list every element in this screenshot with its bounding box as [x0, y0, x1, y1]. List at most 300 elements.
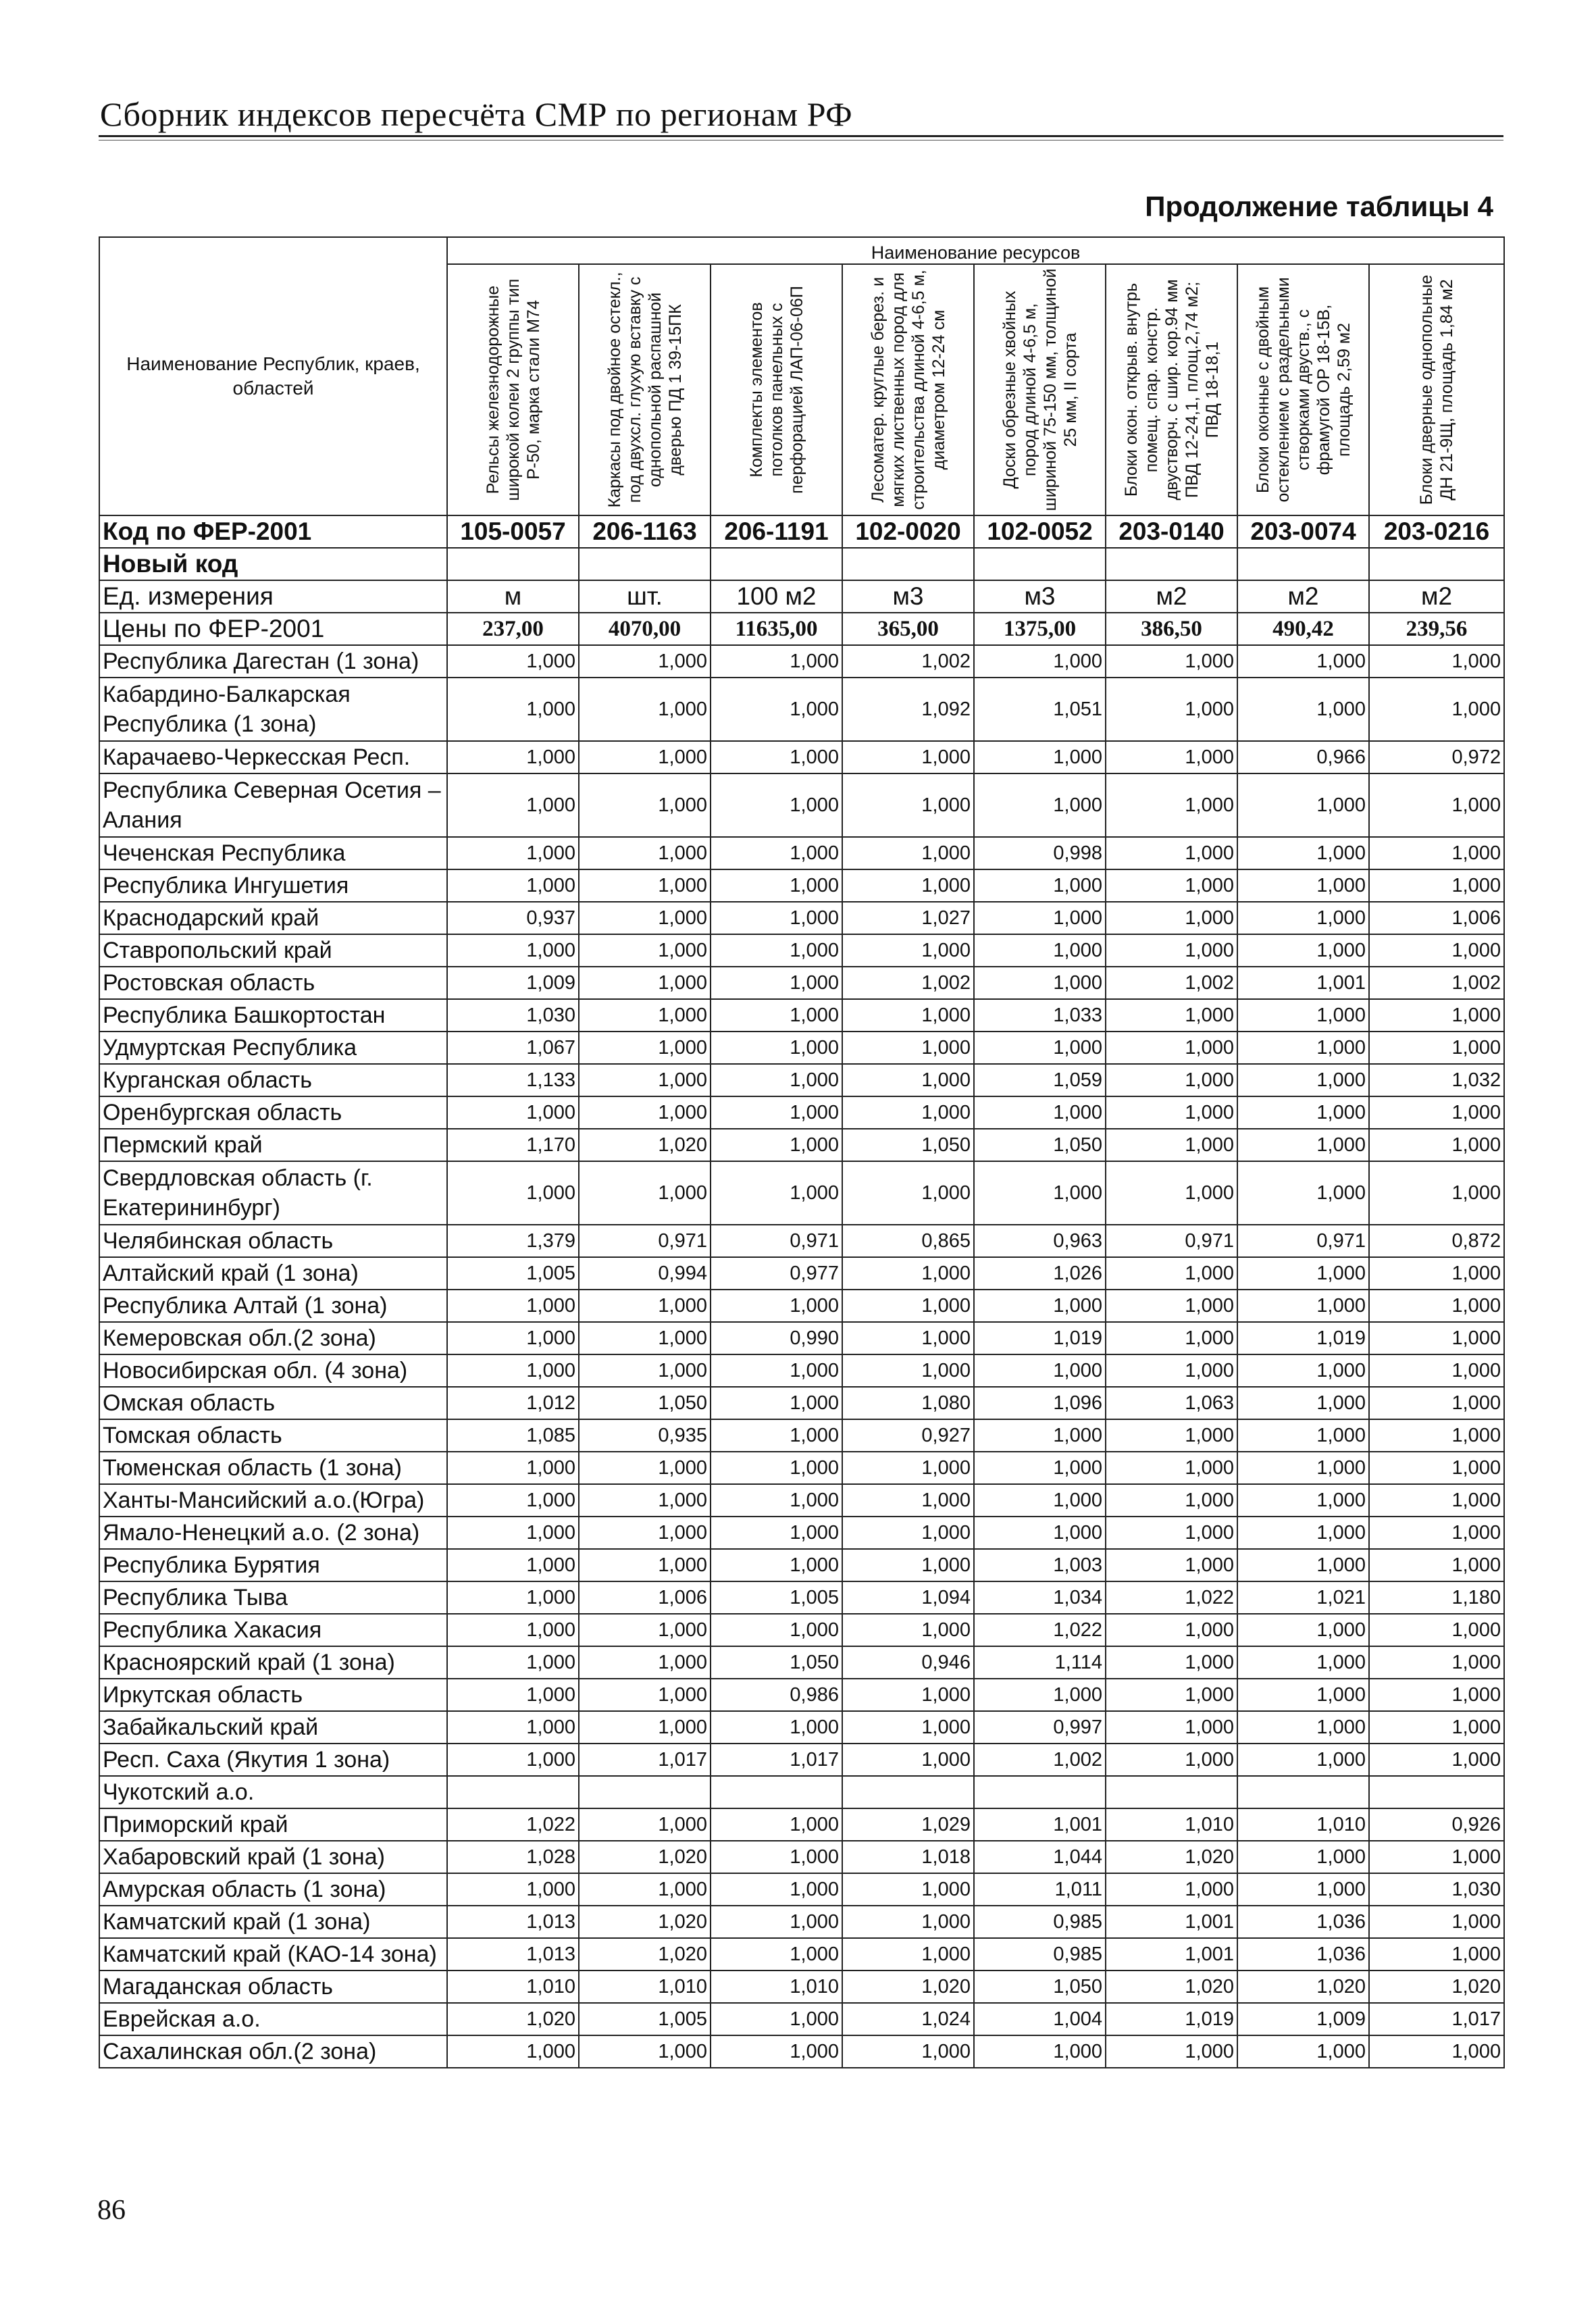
- table-row: [99, 1257, 1504, 1290]
- code-row: [99, 515, 1504, 548]
- index-value: 1,000: [842, 1906, 974, 1938]
- index-value: 1,000: [842, 1938, 974, 1971]
- index-value: 1,020: [1106, 1971, 1237, 2003]
- table-row: [99, 645, 1504, 678]
- region-name: Томская область: [99, 1419, 447, 1452]
- table-row: [99, 1808, 1504, 1841]
- resource-header-text: Блоки дверные однопольные ДН 21-9Щ, площадь 1,84 м2: [1417, 274, 1457, 505]
- index-value: 1,000: [579, 1679, 711, 1711]
- index-value: 1,000: [1237, 1614, 1369, 1646]
- index-value: 1,002: [842, 967, 974, 999]
- price-value: 1375,00: [974, 613, 1106, 645]
- table-row: [99, 1517, 1504, 1549]
- unit-label: Ед. измерения: [99, 580, 447, 613]
- table-row: [99, 1938, 1504, 1971]
- index-value: 0,985: [974, 1938, 1106, 1971]
- index-value: [447, 1776, 579, 1808]
- table-row: [99, 2003, 1504, 2035]
- index-value: 1,000: [1237, 1387, 1369, 1419]
- index-value: 1,006: [1369, 902, 1504, 934]
- index-value: 1,000: [974, 1032, 1106, 1064]
- index-value: 1,000: [974, 1452, 1106, 1484]
- index-value: 1,000: [974, 869, 1106, 902]
- region-name: Кемеровская обл.(2 зона): [99, 1322, 447, 1354]
- index-value: 1,000: [579, 1614, 711, 1646]
- index-value: 1,000: [1106, 1354, 1237, 1387]
- index-value: 1,000: [447, 1581, 579, 1614]
- index-value: 1,000: [579, 1354, 711, 1387]
- resource-header-text: Доски обрезные хвойных пород длиной 4-6,5 м, шириной 75-150 мм, толщиной 25 мм, II сорта: [1000, 268, 1080, 511]
- table-row: [99, 1614, 1504, 1646]
- table-row: [99, 869, 1504, 902]
- region-name: Алтайский край (1 зона): [99, 1257, 447, 1290]
- index-value: 1,003: [974, 1549, 1106, 1581]
- index-value: 1,000: [711, 1841, 842, 1873]
- index-value: 1,067: [447, 1032, 579, 1064]
- index-value: 1,002: [974, 1744, 1106, 1776]
- index-value: 1,000: [579, 1096, 711, 1129]
- index-value: 1,000: [447, 1354, 579, 1387]
- index-value: 1,000: [1237, 645, 1369, 678]
- index-value: 1,000: [579, 902, 711, 934]
- index-value: 1,000: [711, 1808, 842, 1841]
- code-value: 102-0020: [842, 515, 974, 548]
- index-value: 1,000: [1237, 902, 1369, 934]
- index-value: 1,001: [974, 1808, 1106, 1841]
- index-value: 1,005: [447, 1257, 579, 1290]
- index-value: 0,971: [1237, 1225, 1369, 1257]
- index-value: 1,000: [1106, 1873, 1237, 1906]
- index-value: 1,005: [579, 2003, 711, 2035]
- table-row: [99, 934, 1504, 967]
- index-value: 1,036: [1237, 1938, 1369, 1971]
- index-value: 0,937: [447, 902, 579, 934]
- index-value: 1,034: [974, 1581, 1106, 1614]
- region-name: Тюменская область (1 зона): [99, 1452, 447, 1484]
- index-value: 1,000: [711, 1906, 842, 1938]
- index-value: 1,000: [1106, 1484, 1237, 1517]
- index-value: 1,000: [447, 1096, 579, 1129]
- table-row: [99, 1484, 1504, 1517]
- region-name: Ханты-Мансийский а.о.(Югра): [99, 1484, 447, 1517]
- table-row: [99, 1646, 1504, 1679]
- index-value: 1,010: [1106, 1808, 1237, 1841]
- index-value: 1,000: [974, 1679, 1106, 1711]
- index-value: 0,927: [842, 1419, 974, 1452]
- index-value: 1,000: [711, 773, 842, 837]
- index-value: 1,020: [1237, 1971, 1369, 2003]
- index-value: 1,000: [447, 837, 579, 869]
- index-value: 1,000: [842, 1679, 974, 1711]
- index-value: 1,000: [1369, 1906, 1504, 1938]
- index-value: 1,000: [1106, 869, 1237, 902]
- index-value: 1,000: [1369, 1354, 1504, 1387]
- region-name: Респ. Саха (Якутия 1 зона): [99, 1744, 447, 1776]
- code-label: Код по ФЕР-2001: [99, 515, 447, 548]
- index-value: 1,000: [711, 1290, 842, 1322]
- table-row: [99, 1290, 1504, 1322]
- table-row: [99, 2035, 1504, 2068]
- index-value: 1,000: [1106, 1161, 1237, 1225]
- index-value: 1,033: [974, 999, 1106, 1032]
- region-name: Ставропольский край: [99, 934, 447, 967]
- index-value: 1,000: [1369, 1452, 1504, 1484]
- index-value: 1,036: [1237, 1906, 1369, 1938]
- index-value: 1,000: [447, 1452, 579, 1484]
- index-value: 1,005: [711, 1581, 842, 1614]
- index-value: 1,000: [447, 1549, 579, 1581]
- index-value: 1,010: [711, 1971, 842, 2003]
- index-value: 1,019: [974, 1322, 1106, 1354]
- index-value: 1,000: [1237, 1549, 1369, 1581]
- index-value: 1,000: [1237, 1064, 1369, 1096]
- index-value: 1,000: [447, 869, 579, 902]
- index-value: 1,013: [447, 1906, 579, 1938]
- index-value: 1,000: [1237, 678, 1369, 741]
- index-value: 1,000: [1106, 1064, 1237, 1096]
- region-name: Чеченская Республика: [99, 837, 447, 869]
- index-value: 1,000: [1237, 1032, 1369, 1064]
- index-value: 1,018: [842, 1841, 974, 1873]
- resource-header-text: Лесоматер. круглые берез. и мягких лиственных пород для строительства длиной 4-6,5 м, диаметром 12-24 см: [868, 270, 948, 510]
- index-value: 1,000: [1237, 1161, 1369, 1225]
- table-row: [99, 999, 1504, 1032]
- index-value: 1,000: [711, 645, 842, 678]
- index-value: 1,050: [974, 1971, 1106, 2003]
- index-value: 1,000: [447, 1679, 579, 1711]
- index-value: 1,029: [842, 1808, 974, 1841]
- resource-header-cell: [1369, 264, 1504, 515]
- index-value: 1,000: [1106, 1322, 1237, 1354]
- region-name: Чукотский а.о.: [99, 1776, 447, 1808]
- index-value: 1,000: [974, 741, 1106, 773]
- index-value: 1,000: [974, 934, 1106, 967]
- index-value: 1,000: [711, 1064, 842, 1096]
- index-value: 1,000: [842, 1711, 974, 1744]
- index-value: 1,000: [1237, 1744, 1369, 1776]
- index-value: 1,044: [974, 1841, 1106, 1873]
- index-value: 1,000: [447, 1290, 579, 1322]
- index-value: 1,000: [1369, 678, 1504, 741]
- page-number: 86: [97, 2195, 126, 2226]
- region-name: Забайкальский край: [99, 1711, 447, 1744]
- index-value: 1,000: [974, 1517, 1106, 1549]
- region-name: Ростовская область: [99, 967, 447, 999]
- index-value: 1,000: [1237, 1290, 1369, 1322]
- index-value: 1,019: [1237, 1322, 1369, 1354]
- index-value: 1,000: [711, 1711, 842, 1744]
- index-value: 1,000: [1237, 1354, 1369, 1387]
- resource-header-text: Блоки окон. открыв. внутрь помещ. спар. констр. двустворч. с шир. кор.94 мм ПВД 12-24,1, площ.2,74 м2; ПВД 18-18,1: [1121, 279, 1222, 501]
- index-value: 1,000: [1369, 1938, 1504, 1971]
- index-value: 1,000: [447, 741, 579, 773]
- new-code-value: [579, 548, 711, 580]
- table-row: [99, 1129, 1504, 1161]
- unit-value: м3: [842, 580, 974, 613]
- index-value: 1,000: [711, 837, 842, 869]
- index-value: 1,000: [1369, 1711, 1504, 1744]
- index-value: 1,000: [711, 999, 842, 1032]
- new-code-value: [1106, 548, 1237, 580]
- index-value: 1,022: [447, 1808, 579, 1841]
- index-value: 1,000: [579, 741, 711, 773]
- index-value: 1,000: [1106, 1452, 1237, 1484]
- index-value: 1,022: [974, 1614, 1106, 1646]
- index-value: 1,000: [447, 1646, 579, 1679]
- index-value: 1,000: [1237, 837, 1369, 869]
- index-value: 1,000: [1237, 1484, 1369, 1517]
- unit-value: м: [447, 580, 579, 613]
- index-value: 1,000: [447, 1614, 579, 1646]
- index-value: 1,000: [974, 1354, 1106, 1387]
- index-value: 1,000: [1237, 1646, 1369, 1679]
- index-value: 1,000: [1106, 1744, 1237, 1776]
- index-value: 1,002: [842, 645, 974, 678]
- price-value: 11635,00: [711, 613, 842, 645]
- index-value: [974, 1776, 1106, 1808]
- region-name: Оренбургская область: [99, 1096, 447, 1129]
- index-value: 1,000: [579, 1549, 711, 1581]
- table-row: [99, 1549, 1504, 1581]
- region-name: Республика Башкортостан: [99, 999, 447, 1032]
- price-label: Цены по ФЕР-2001: [99, 613, 447, 645]
- region-name: Республика Бурятия: [99, 1549, 447, 1581]
- code-value: 206-1163: [579, 515, 711, 548]
- index-value: 1,017: [711, 1744, 842, 1776]
- index-value: 1,094: [842, 1581, 974, 1614]
- index-value: 1,011: [974, 1873, 1106, 1906]
- index-value: 1,114: [974, 1646, 1106, 1679]
- index-value: 1,021: [1237, 1581, 1369, 1614]
- index-value: [1106, 1776, 1237, 1808]
- region-name: Свердловская область (г. Екатерининбург): [99, 1161, 447, 1225]
- table-row: [99, 1161, 1504, 1225]
- index-value: 1,002: [1369, 967, 1504, 999]
- index-value: 1,000: [842, 934, 974, 967]
- index-value: 1,000: [579, 934, 711, 967]
- region-name: Краснодарский край: [99, 902, 447, 934]
- index-value: 1,000: [579, 1484, 711, 1517]
- index-value: 0,963: [974, 1225, 1106, 1257]
- index-value: 1,020: [447, 2003, 579, 2035]
- index-value: 1,000: [1237, 1841, 1369, 1873]
- index-value: 1,000: [842, 1744, 974, 1776]
- resource-header-cell: [974, 264, 1106, 515]
- region-name: Сахалинская обл.(2 зона): [99, 2035, 447, 2068]
- region-name: Новосибирская обл. (4 зона): [99, 1354, 447, 1387]
- index-value: 1,080: [842, 1387, 974, 1419]
- index-value: 1,000: [1106, 1646, 1237, 1679]
- new-code-label: Новый код: [99, 548, 447, 580]
- index-value: 1,000: [447, 773, 579, 837]
- price-value: 239,56: [1369, 613, 1504, 645]
- index-value: 1,000: [579, 1873, 711, 1906]
- index-value: 0,946: [842, 1646, 974, 1679]
- index-value: 1,000: [1106, 1032, 1237, 1064]
- table-continuation-title: Продолжение таблицы 4: [1145, 190, 1493, 222]
- region-name: Пермский край: [99, 1129, 447, 1161]
- index-value: 1,013: [447, 1938, 579, 1971]
- index-value: 1,027: [842, 902, 974, 934]
- index-value: 1,000: [842, 773, 974, 837]
- index-value: 1,000: [1369, 1322, 1504, 1354]
- index-value: 1,000: [1369, 1129, 1504, 1161]
- index-value: 1,001: [1106, 1906, 1237, 1938]
- table-row: [99, 1711, 1504, 1744]
- new-code-value: [711, 548, 842, 580]
- code-value: 203-0140: [1106, 515, 1237, 548]
- table-row: [99, 1419, 1504, 1452]
- table-row: [99, 773, 1504, 837]
- table-row: [99, 837, 1504, 869]
- index-value: 1,000: [842, 1290, 974, 1322]
- index-value: 1,000: [579, 1322, 711, 1354]
- index-value: 1,063: [1106, 1387, 1237, 1419]
- unit-value: 100 м2: [711, 580, 842, 613]
- index-value: 1,000: [1106, 999, 1237, 1032]
- index-value: 1,000: [1369, 2035, 1504, 2068]
- index-value: 1,000: [1106, 1290, 1237, 1322]
- index-value: 1,004: [974, 2003, 1106, 2035]
- index-value: 0,935: [579, 1419, 711, 1452]
- new-code-value: [974, 548, 1106, 580]
- region-name: Республика Ингушетия: [99, 869, 447, 902]
- price-value: 237,00: [447, 613, 579, 645]
- index-value: 1,000: [974, 1290, 1106, 1322]
- index-value: 1,000: [711, 967, 842, 999]
- index-value: 1,000: [842, 1161, 974, 1225]
- index-value: 1,000: [447, 1873, 579, 1906]
- index-value: 1,000: [842, 1484, 974, 1517]
- index-value: 1,000: [1106, 1419, 1237, 1452]
- index-value: 0,971: [711, 1225, 842, 1257]
- region-name: Камчатский край (1 зона): [99, 1906, 447, 1938]
- index-value: 0,994: [579, 1257, 711, 1290]
- index-value: 1,000: [1237, 1257, 1369, 1290]
- table-row: [99, 1225, 1504, 1257]
- table-row: [99, 902, 1504, 934]
- index-value: 1,022: [1106, 1581, 1237, 1614]
- region-name: Еврейская а.о.: [99, 2003, 447, 2035]
- index-value: 1,096: [974, 1387, 1106, 1419]
- index-value: 1,000: [1237, 1517, 1369, 1549]
- index-value: 1,000: [579, 773, 711, 837]
- index-value: 0,865: [842, 1225, 974, 1257]
- index-value: 0,985: [974, 1906, 1106, 1938]
- index-value: 1,000: [1237, 869, 1369, 902]
- region-name: Удмуртская Республика: [99, 1032, 447, 1064]
- new-code-value: [842, 548, 974, 580]
- index-value: 1,020: [842, 1971, 974, 2003]
- table-row: [99, 1452, 1504, 1484]
- unit-value: м2: [1369, 580, 1504, 613]
- table-row: [99, 1971, 1504, 2003]
- header-rule: [99, 135, 1503, 137]
- index-value: 1,000: [1369, 1484, 1504, 1517]
- index-value: 1,000: [1369, 837, 1504, 869]
- index-value: 1,000: [1106, 2035, 1237, 2068]
- index-value: 0,926: [1369, 1808, 1504, 1841]
- index-value: 1,000: [711, 934, 842, 967]
- index-value: 1,000: [711, 1129, 842, 1161]
- index-value: 1,000: [974, 773, 1106, 837]
- index-value: 1,000: [711, 1938, 842, 1971]
- resource-header-text: Блоки оконные с двойным остеклением с раздельными створками двуств., с фрамугой ОР 18-15В, площадь 2,59 м2: [1253, 277, 1354, 503]
- region-name: Республика Хакасия: [99, 1614, 447, 1646]
- index-value: 1,020: [579, 1841, 711, 1873]
- index-value: 0,977: [711, 1257, 842, 1290]
- index-value: [842, 1776, 974, 1808]
- index-value: 1,000: [1237, 1711, 1369, 1744]
- index-value: 1,000: [842, 1517, 974, 1549]
- index-value: 1,000: [579, 1032, 711, 1064]
- index-value: 1,000: [974, 1484, 1106, 1517]
- index-value: 1,000: [842, 1064, 974, 1096]
- resource-header-cell: [711, 264, 842, 515]
- index-value: 1,000: [1106, 837, 1237, 869]
- index-value: 1,000: [974, 1096, 1106, 1129]
- unit-value: м2: [1237, 580, 1369, 613]
- regional-index-table: [99, 236, 1505, 2068]
- index-value: 1,000: [842, 1549, 974, 1581]
- index-value: 1,000: [842, 999, 974, 1032]
- index-value: 1,000: [1369, 1744, 1504, 1776]
- index-value: 1,000: [842, 1873, 974, 1906]
- index-value: 1,028: [447, 1841, 579, 1873]
- table-row: [99, 1679, 1504, 1711]
- price-row: [99, 613, 1504, 645]
- resource-header-text: Рельсы железнодорожные широкой колеи 2 группы тип Р-50, марка стали М74: [483, 278, 543, 501]
- table-row: [99, 1064, 1504, 1096]
- price-value: 365,00: [842, 613, 974, 645]
- index-value: 1,000: [579, 1452, 711, 1484]
- index-value: 1,000: [1106, 934, 1237, 967]
- index-value: 1,000: [974, 902, 1106, 934]
- region-name: Иркутская область: [99, 1679, 447, 1711]
- index-value: 1,009: [447, 967, 579, 999]
- index-value: 1,133: [447, 1064, 579, 1096]
- index-value: 1,000: [1106, 645, 1237, 678]
- index-value: 1,000: [447, 1744, 579, 1776]
- index-value: 1,000: [711, 1419, 842, 1452]
- index-value: 1,000: [447, 2035, 579, 2068]
- index-value: 1,000: [711, 1549, 842, 1581]
- index-value: 1,017: [1369, 2003, 1504, 2035]
- region-name: Приморский край: [99, 1808, 447, 1841]
- index-value: 1,000: [842, 2035, 974, 2068]
- index-value: 1,000: [1369, 999, 1504, 1032]
- index-value: 0,971: [579, 1225, 711, 1257]
- index-value: 1,000: [579, 1646, 711, 1679]
- unit-value: шт.: [579, 580, 711, 613]
- index-value: [711, 1776, 842, 1808]
- index-value: 1,000: [1369, 773, 1504, 837]
- new-code-value: [447, 548, 579, 580]
- index-value: 1,000: [711, 1517, 842, 1549]
- index-value: 1,000: [1237, 1679, 1369, 1711]
- new-code-value: [1369, 548, 1504, 580]
- index-value: 1,000: [1369, 1161, 1504, 1225]
- index-value: 1,020: [579, 1938, 711, 1971]
- table-row: [99, 1841, 1504, 1873]
- index-value: 1,000: [711, 1484, 842, 1517]
- resource-header-cell: [1106, 264, 1237, 515]
- index-value: 1,000: [1369, 1419, 1504, 1452]
- index-value: 1,020: [1106, 1841, 1237, 1873]
- index-value: 1,000: [842, 1614, 974, 1646]
- index-value: 1,010: [1237, 1808, 1369, 1841]
- resource-header-cell: [447, 264, 579, 515]
